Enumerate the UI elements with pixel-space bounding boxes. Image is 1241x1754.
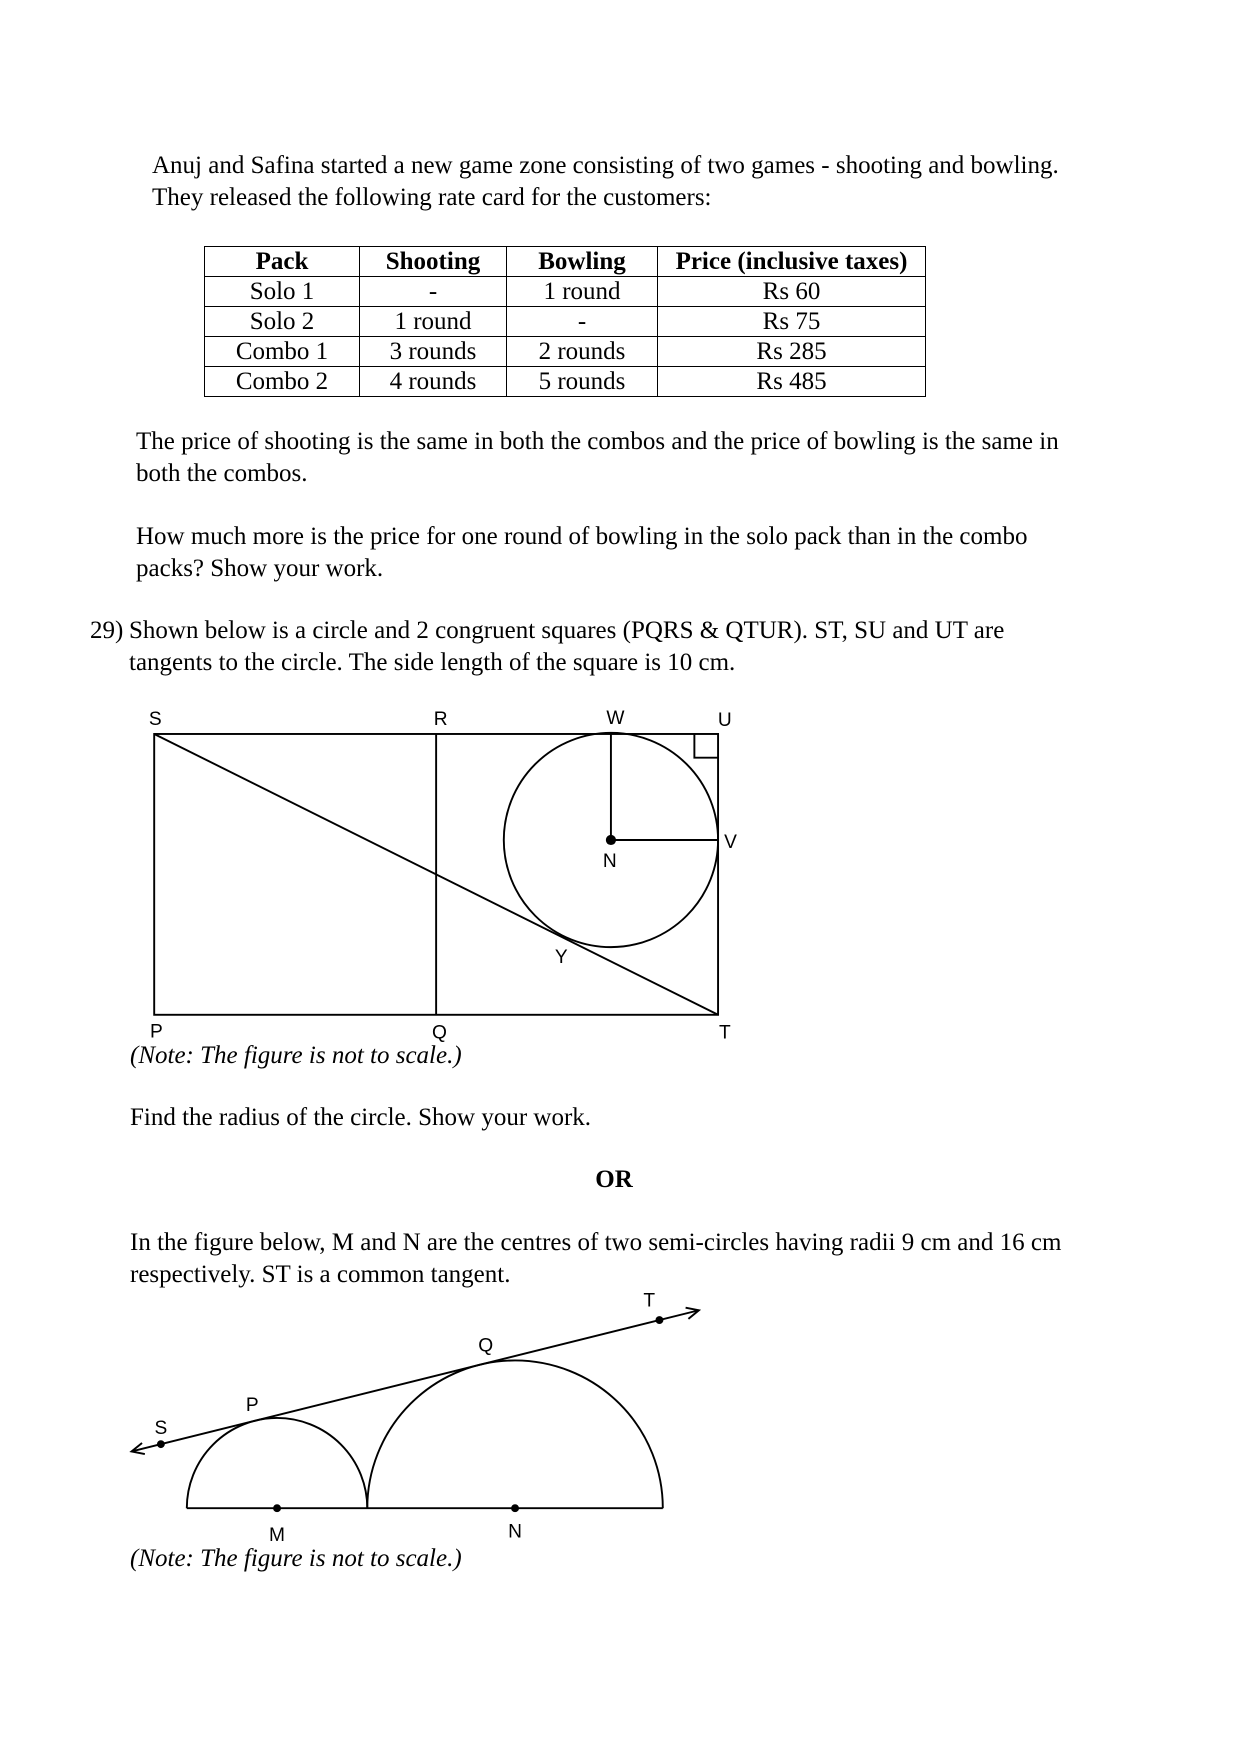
- center-n-dot: [606, 835, 616, 845]
- combo-note-line: The price of shooting is the same in both the combos and the price of bowling is the same in: [136, 428, 1059, 455]
- point-s-dot: [157, 1440, 165, 1448]
- label-w: W: [606, 708, 625, 730]
- question-29-paragraph: [129, 615, 1004, 678]
- right-angle-marker: [695, 734, 719, 758]
- label-n: N: [508, 1521, 523, 1543]
- figure-1-note: (Note: The figure is not to scale.): [130, 1042, 462, 1069]
- combo-note-paragraph: [136, 426, 1059, 489]
- table-cell: 5 rounds: [507, 367, 658, 397]
- table-cell: Solo 2: [205, 307, 360, 337]
- header-pack: Pack: [205, 247, 360, 277]
- squares-circle-figure: [126, 699, 744, 1043]
- table-cell: 4 rounds: [360, 367, 507, 397]
- label-p: P: [246, 1395, 260, 1417]
- label-s: S: [154, 1417, 168, 1439]
- question-29-line: tangents to the circle. The side length of the square is 10 cm.: [129, 648, 736, 676]
- table-cell: 2 rounds: [507, 337, 658, 367]
- semicircles-tangent-figure: [118, 1286, 710, 1548]
- bowling-question-paragraph: [136, 521, 1027, 584]
- rate-card-table: [204, 246, 926, 397]
- intro-line: They released the following rate card for the customers:: [152, 183, 712, 211]
- bowling-question-line: How much more is the price for one round of bowling in the solo pack than in the combo: [136, 523, 1028, 550]
- table-row: [205, 307, 926, 337]
- or-separator: OR: [595, 1166, 633, 1193]
- figure-2-note: (Note: The figure is not to scale.): [130, 1545, 462, 1572]
- table-cell: 3 rounds: [360, 337, 507, 367]
- table-cell: Combo 2: [205, 367, 360, 397]
- label-u: U: [718, 710, 733, 732]
- alternative-question-paragraph: [130, 1227, 1061, 1290]
- label-t: T: [719, 1022, 731, 1044]
- table-cell: Rs 60: [658, 277, 926, 307]
- label-p: P: [150, 1021, 164, 1043]
- header-bowling: Bowling: [507, 247, 658, 277]
- label-q: Q: [432, 1022, 448, 1044]
- table-row: [205, 367, 926, 397]
- label-v: V: [724, 832, 738, 854]
- label-q: Q: [478, 1335, 494, 1357]
- table-cell: Solo 1: [205, 277, 360, 307]
- intro-line: Anuj and Safina started a new game zone consisting of two games - shooting and bowling.: [152, 152, 1059, 179]
- label-s: S: [149, 709, 163, 731]
- table-cell: Rs 485: [658, 367, 926, 397]
- label-r: R: [434, 709, 448, 731]
- bowling-question-line: packs? Show your work.: [136, 554, 384, 582]
- label-n: N: [603, 851, 618, 873]
- table-cell: -: [360, 277, 507, 307]
- table-row: [205, 337, 926, 367]
- table-cell: Rs 75: [658, 307, 926, 337]
- question-29-line: Shown below is a circle and 2 congruent squares (PQRS & QTUR). ST, SU and UT are: [129, 617, 1005, 644]
- table-header-row: [205, 247, 926, 277]
- label-m: M: [269, 1524, 286, 1546]
- table-cell: 1 round: [507, 277, 658, 307]
- table-cell: Rs 285: [658, 337, 926, 367]
- header-shooting: Shooting: [360, 247, 507, 277]
- header-price: Price (inclusive taxes): [658, 247, 926, 277]
- table-cell: -: [507, 307, 658, 337]
- label-t: T: [643, 1290, 656, 1312]
- table-row: [205, 277, 926, 307]
- label-y: Y: [555, 947, 568, 969]
- question-number: 29): [90, 617, 124, 644]
- alternative-question-line: respectively. ST is a common tangent.: [130, 1260, 511, 1288]
- alternative-question-line: In the figure below, M and N are the centres of two semi-circles having radii 9 cm and 16 cm: [130, 1229, 1062, 1256]
- table-cell: Combo 1: [205, 337, 360, 367]
- combo-note-line: both the combos.: [136, 459, 308, 487]
- tangent-line-st: [132, 1310, 699, 1451]
- center-m-dot: [273, 1504, 281, 1512]
- point-t-dot: [656, 1316, 664, 1324]
- intro-paragraph: [152, 150, 1059, 213]
- find-radius-task: Find the radius of the circle. Show your work.: [130, 1104, 592, 1131]
- table-cell: 1 round: [360, 307, 507, 337]
- center-n-dot: [511, 1504, 519, 1512]
